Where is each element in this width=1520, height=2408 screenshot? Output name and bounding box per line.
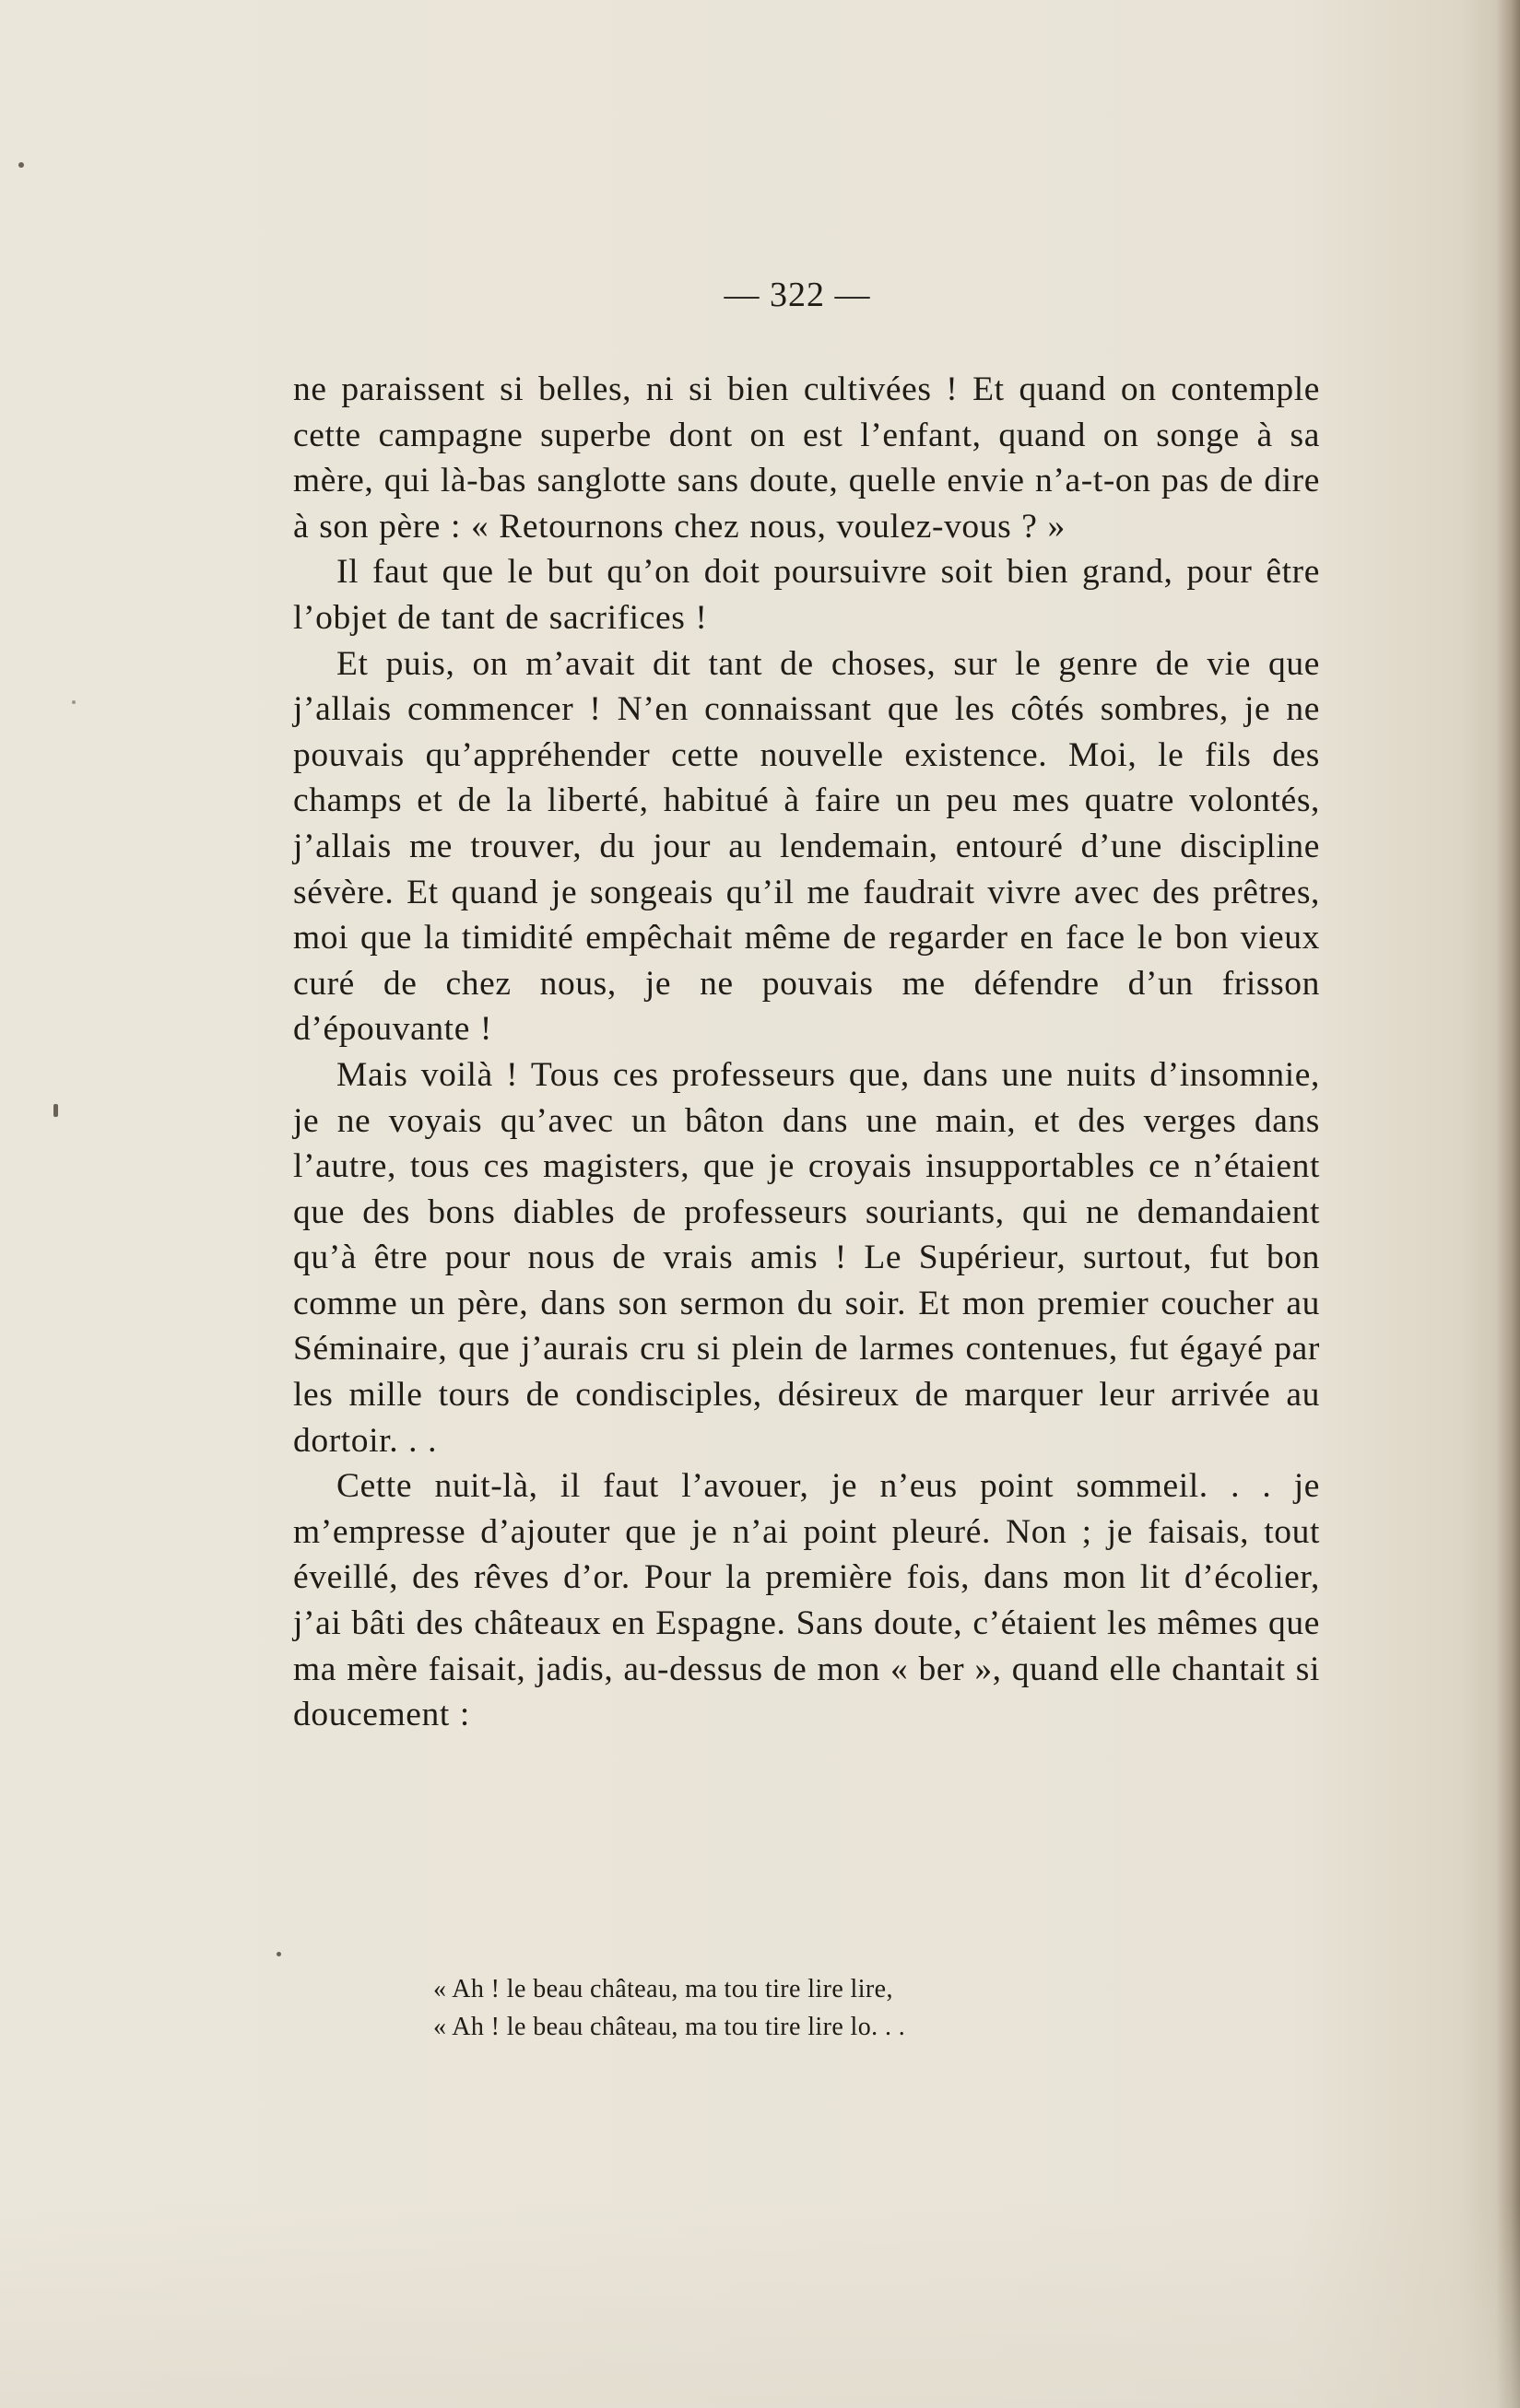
paragraph: Et puis, on m’avait dit tant de choses, sur le genre de vie que j’allais commencer ! N’en connaissant que les côtés sombres, je ne pouvais qu’appréhender cette nouvelle existence. Moi, le fils des champs et de la liberté, habitué à faire un peu mes quatre volontés, j’allais me trouver, du jour au lendemain, entouré d’une discipline sévère. Et quand je songeais qu’il me faudrait vivre avec des prêtres, moi que la timidité empêchait même de regarder en face le bon vieux curé de chez nous, je ne pouvais me défendre d’un frisson d’épouvante ! <box>293 644 1320 1049</box>
song-verse <box>433 1970 905 2046</box>
paragraph: Il faut que le but qu’on doit poursuivre soit bien grand, pour être l’objet de tant de sacrifices ! <box>293 553 1320 637</box>
paragraph: Mais voilà ! Tous ces professeurs que, dans une nuits d’insomnie, je ne voyais qu’avec un bâton dans une main, et des verges dans l’autre, tous ces magisters, que je croyais insupportables ce n’étaient que des bons diables de professeurs souriants, qui ne demandaient qu’à être pour nous de vrais amis ! Le Supérieur, surtout, fut bon comme un père, dans son sermon du soir. Et mon premier coucher au Séminaire, que j’aurais cru si plein de larmes contenues, fut égayé par les mille tours de condisciples, désireux de marquer leur arrivée au dortoir. . . <box>293 1055 1320 1460</box>
paper-smudge <box>0 2202 1520 2408</box>
paragraph: ne paraissent si belles, ni si bien cultivées ! Et quand on contemple cette campagne superbe dont on est l’enfant, quand on songe à sa mère, qui là-bas sanglotte sans doute, quelle envie n’a-t-on pas de dire à son père : « Retournons chez nous, voulez-vous ? » <box>293 370 1320 546</box>
verse-line: « Ah ! le beau château, ma tou tire lire lo. . . <box>433 2013 906 2041</box>
page-number: — 322 — <box>724 276 871 314</box>
paper-speck <box>53 1104 58 1117</box>
paper-speck <box>18 162 24 168</box>
paper-speck <box>277 1952 281 1956</box>
page-edge-shadow <box>1496 0 1520 2408</box>
body-text <box>293 367 1320 1738</box>
verse-line: « Ah ! le beau château, ma tou tire lire lire, <box>433 1975 893 2003</box>
paragraph: Cette nuit-là, il faut l’avouer, je n’eus point sommeil. . . je m’empresse d’ajouter que je n’ai point pleuré. Non ; je faisais, tout éveillé, des rêves d’or. Pour la première fois, dans mon lit d’écolier, j’ai bâti des châteaux en Espagne. Sans doute, c’étaient les mêmes que ma mère faisait, jadis, au-dessus de mon « ber », quand elle chantait si doucement : <box>293 1467 1320 1734</box>
paper-speck <box>72 700 76 704</box>
